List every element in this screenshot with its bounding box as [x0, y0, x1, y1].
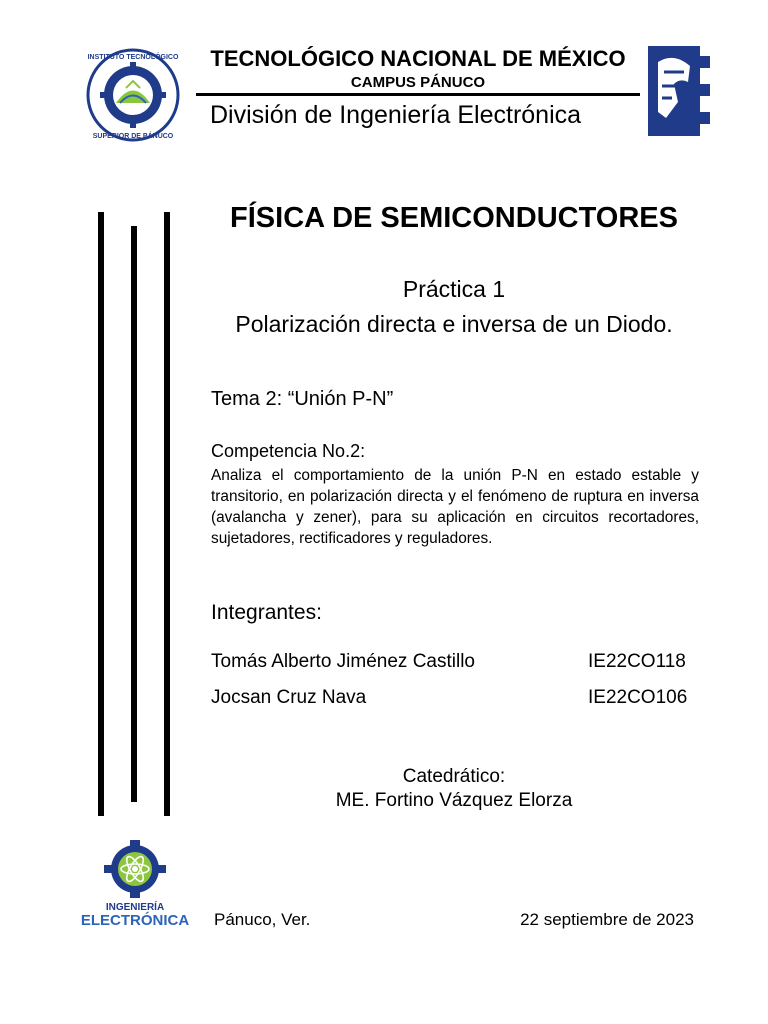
institution-name: TECNOLÓGICO NACIONAL DE MÉXICO — [210, 46, 626, 71]
left-vertical-bar-1 — [98, 212, 104, 816]
practice-name: Polarización directa e inversa de un Diodo. — [235, 311, 673, 337]
date: 22 septiembre de 2023 — [520, 910, 694, 929]
place: Pánuco, Ver. — [214, 910, 311, 929]
member-name-2: Jocsan Cruz Nava — [211, 687, 367, 708]
seal-text-top: INSTITUTO TECNOLÓGICO — [87, 54, 179, 61]
competence-text: Analiza el comportamiento de la unión P-N en estado estable y transitorio, en polarización directa y el fenómeno de ruptura en inversa (avalancha y zener), para su aplicación en circuitos recortadores, sujetadores, rectificadores y reguladores. — [211, 467, 699, 547]
itsp-seal-logo — [86, 48, 180, 142]
practice-number: Práctica 1 — [402, 276, 506, 302]
teacher-name: ME. Fortino Vázquez Elorza — [335, 790, 573, 811]
seal-text-bottom: SUPERIOR DE PÁNUCO — [92, 133, 174, 140]
member-name-1: Tomás Alberto Jiménez Castillo — [211, 651, 475, 672]
division-name: División de Ingeniería Electrónica — [210, 101, 582, 129]
member-id-2: IE22CO106 — [588, 687, 688, 708]
competence-heading: Competencia No.2: — [211, 441, 366, 461]
members-heading: Integrantes: — [211, 601, 322, 624]
logo-text-line1: INGENIERÍA — [105, 902, 165, 913]
teacher-label: Catedrático: — [402, 766, 506, 787]
left-vertical-bar-3 — [164, 212, 170, 816]
tecnm-gear-logo — [644, 42, 714, 140]
logo-text-line2: ELECTRÓNICA — [80, 912, 190, 929]
header-rule — [196, 93, 640, 96]
electronic-engineering-logo — [78, 838, 192, 932]
campus-name: CAMPUS PÁNUCO — [350, 74, 486, 91]
left-vertical-bar-2 — [131, 226, 137, 802]
member-id-1: IE22CO118 — [588, 651, 686, 672]
topic: Tema 2: “Unión P-N” — [211, 388, 394, 410]
course-title: FÍSICA DE SEMICONDUCTORES — [230, 202, 678, 234]
